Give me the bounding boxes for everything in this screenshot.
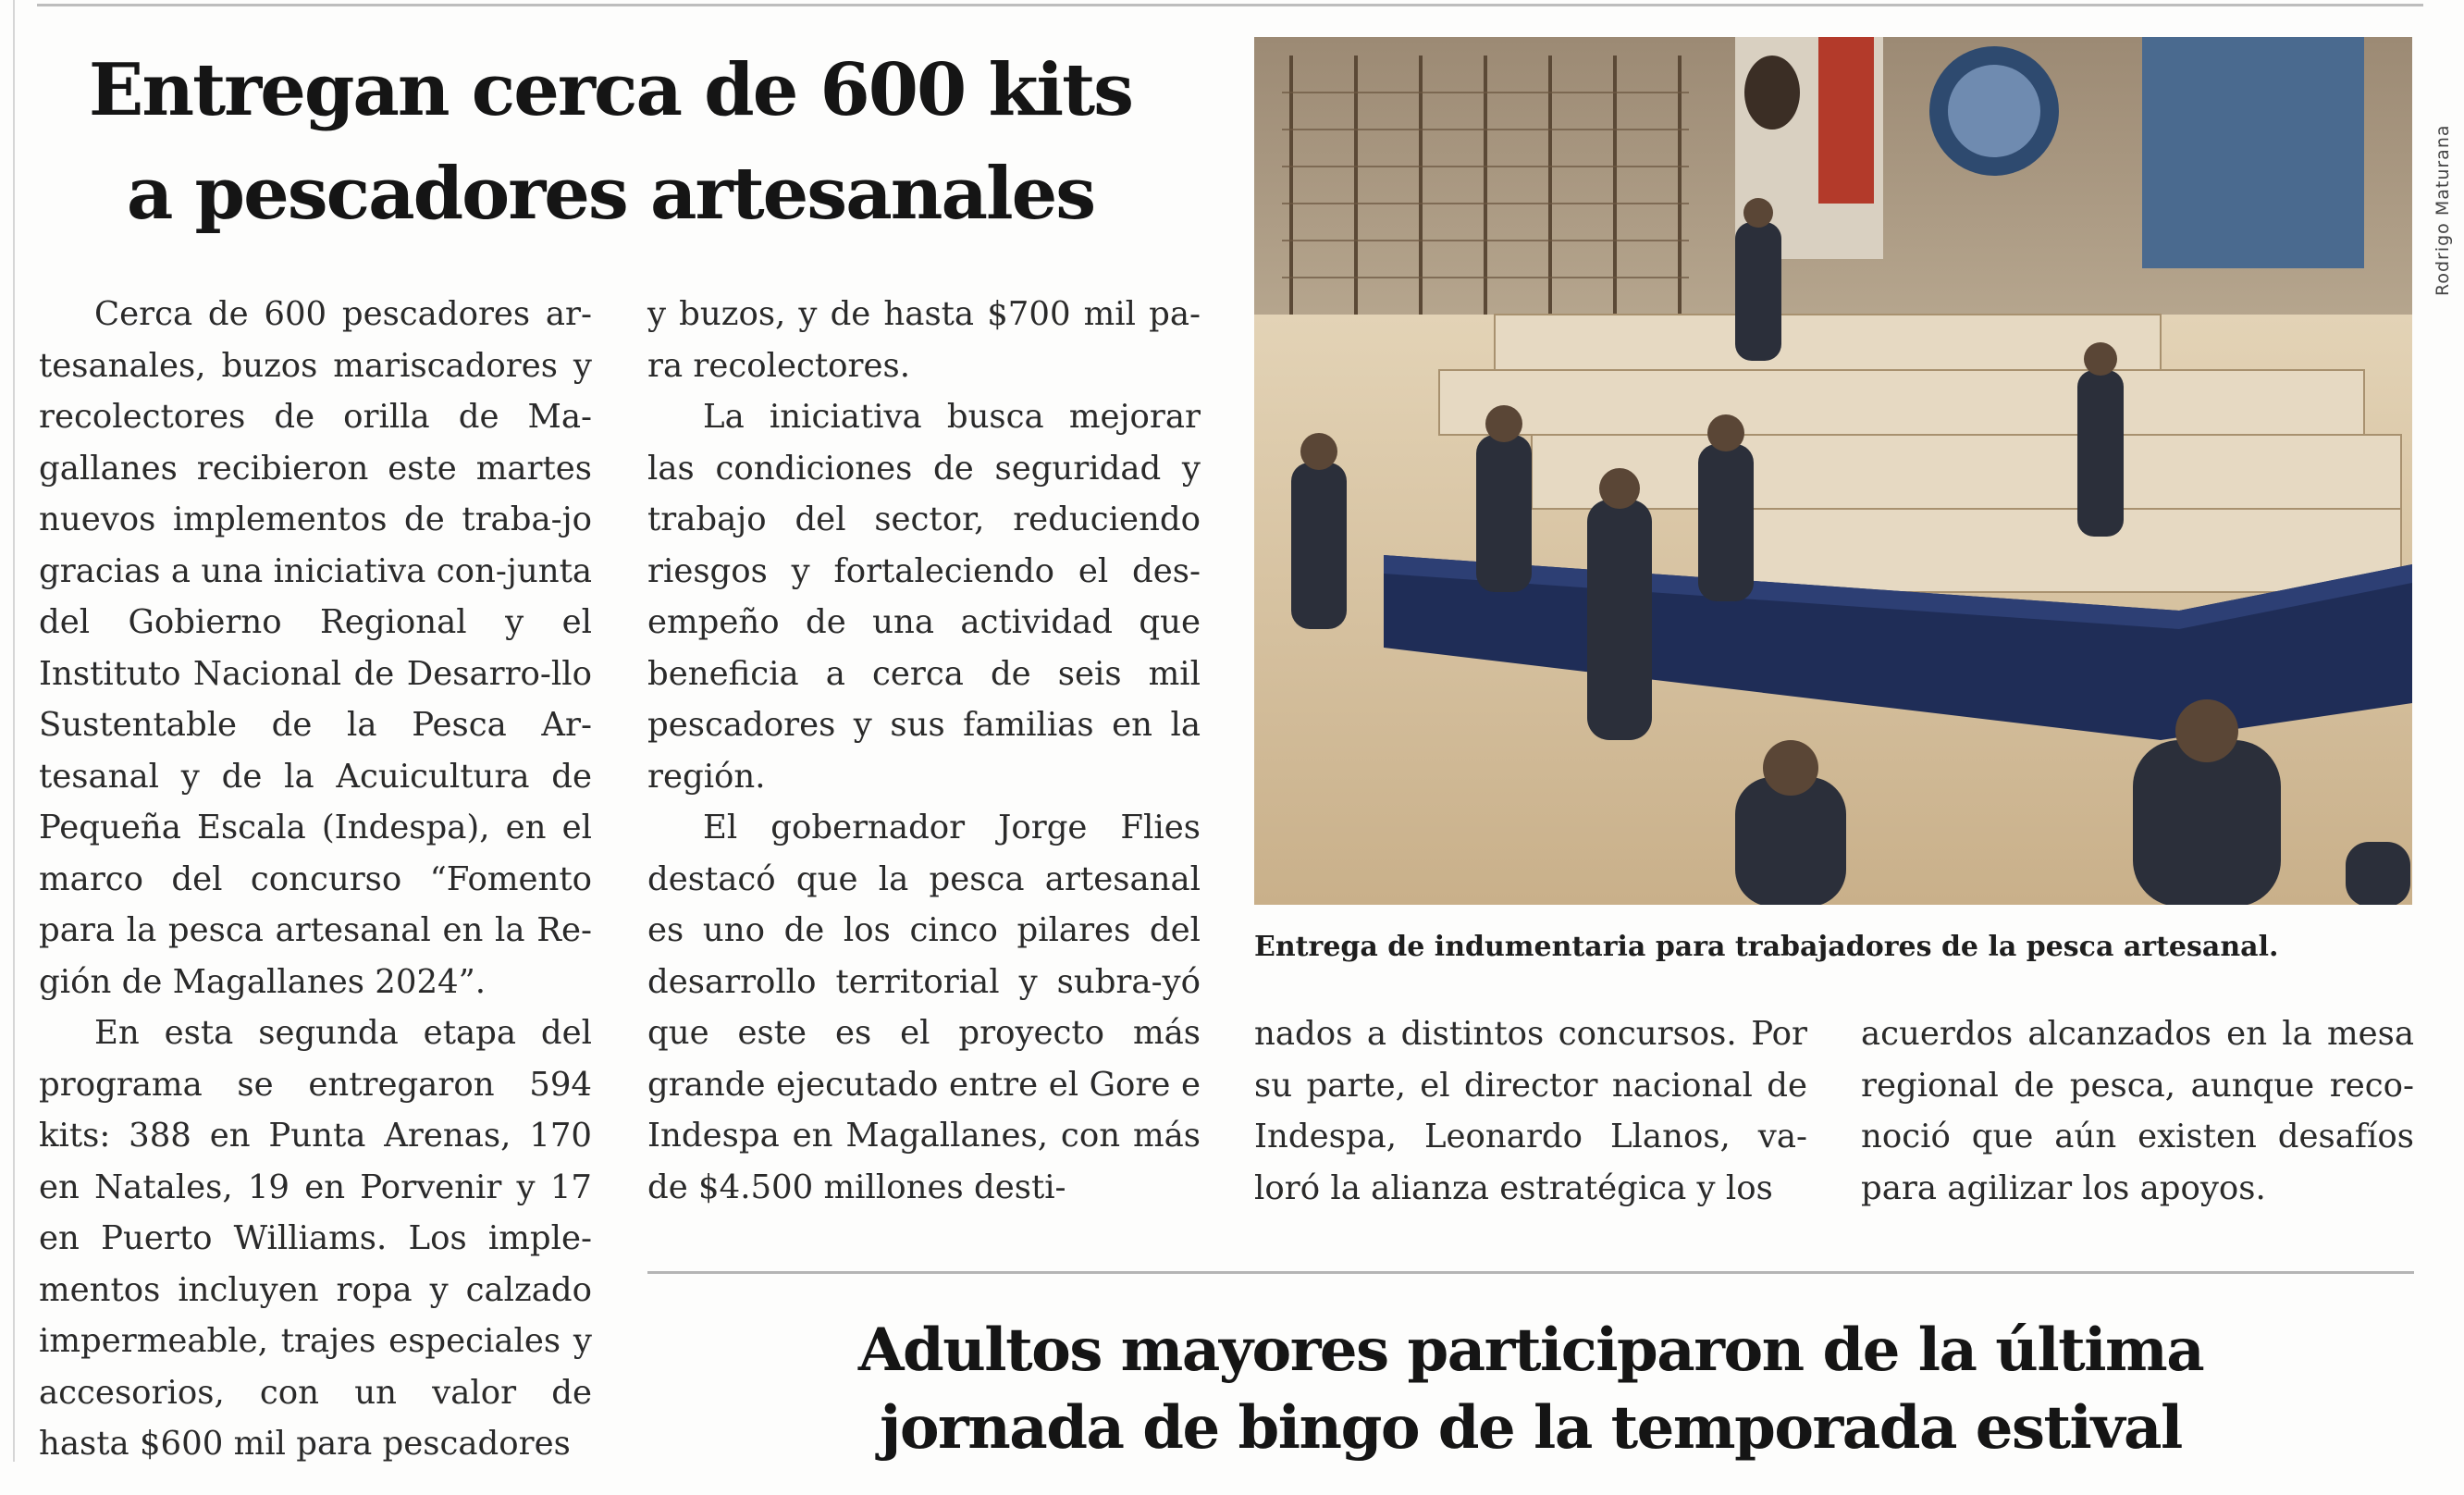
article-column-2 [647,289,1201,1213]
section-divider [647,1271,2414,1274]
photo-caption: Entrega de indumentaria para trabajadores de la pesca artesanal. [1254,931,2279,963]
page-edge-line [13,0,15,1462]
top-rule [37,4,2423,6]
body-paragraph: La iniciativa busca mejorar las condiciones de seguridad y trabajo del sector, reduciendo riesgos y fortaleciendo el des-empeño de una actividad que beneficia a cerca de seis mil pescadores y sus familias en la región. [647,398,1201,796]
body-paragraph: y buzos, y de hasta $700 mil pa-ra recolectores. [647,295,1201,385]
body-paragraph: Cerca de 600 pescadores ar-tesanales, buzos mariscadores y recolectores de orilla de Ma-gallanes recibieron este martes nuevos implementos de traba-jo gracias a una iniciativa con-junta del Gobierno Regional y el Instituto Nacional de Desarro-llo Sustentable de la Pesca Ar-tesanal y de la Acuicultura de Pequeña Escala (Indespa), en el marco del concurso “Fomento para la pesca artesanal en la Re-gión de Magallanes 2024”. [39,295,592,1001]
body-paragraph: nados a distintos concursos. Por su parte, el director nacional de Indespa, Leonardo Llanos, va-loró la alianza estratégica y los [1254,1015,1807,1207]
body-paragraph: acuerdos alcanzados en la mesa regional de pesca, aunque reco-noció que aún existen desafíos para agilizar los apoyos. [1861,1015,2414,1207]
article-photo [1254,37,2412,905]
photo-credit [2427,37,2455,315]
next-headline-line-1: Adultos mayores participaron de la última [857,1316,2204,1385]
article-column-4 [1861,1008,2414,1214]
red-banner [1818,37,1874,204]
wall-mural [2142,37,2364,268]
headline-line-2: a pescadores artesanales [126,152,1095,236]
next-article-headline [647,1312,2414,1467]
body-paragraph: En esta segunda etapa del programa se entregaron 594 kits: 388 en Punta Arenas, 170 en Natales, 19 en Porvenir y 17 en Puerto Williams. Los imple-mentos incluyen ropa y calzado impermeable, trajes especiales y accesorios, con un valor de hasta $600 mil para pescadores [39,1014,592,1463]
gym-distribution-photo [1254,37,2412,905]
body-paragraph: El gobernador Jorge Flies destacó que la pesca artesanal es uno de los cinco pilares del desarrollo territorial y subra-yó que este es el proyecto más grande ejecutado entre el Gore e Indespa en Magallanes, con más de $4.500 millones desti- [647,809,1201,1206]
article-headline [37,39,1184,246]
article-column-3 [1254,1008,1807,1214]
next-headline-line-2: jornada de bingo de la temporada estival [880,1393,2182,1463]
article-column-1 [39,289,592,1470]
headline-line-1: Entregan cerca de 600 kits [88,48,1133,132]
mural-figure [1744,56,1800,130]
photo-credit-text: Rodrigo Maturana [2433,124,2453,296]
